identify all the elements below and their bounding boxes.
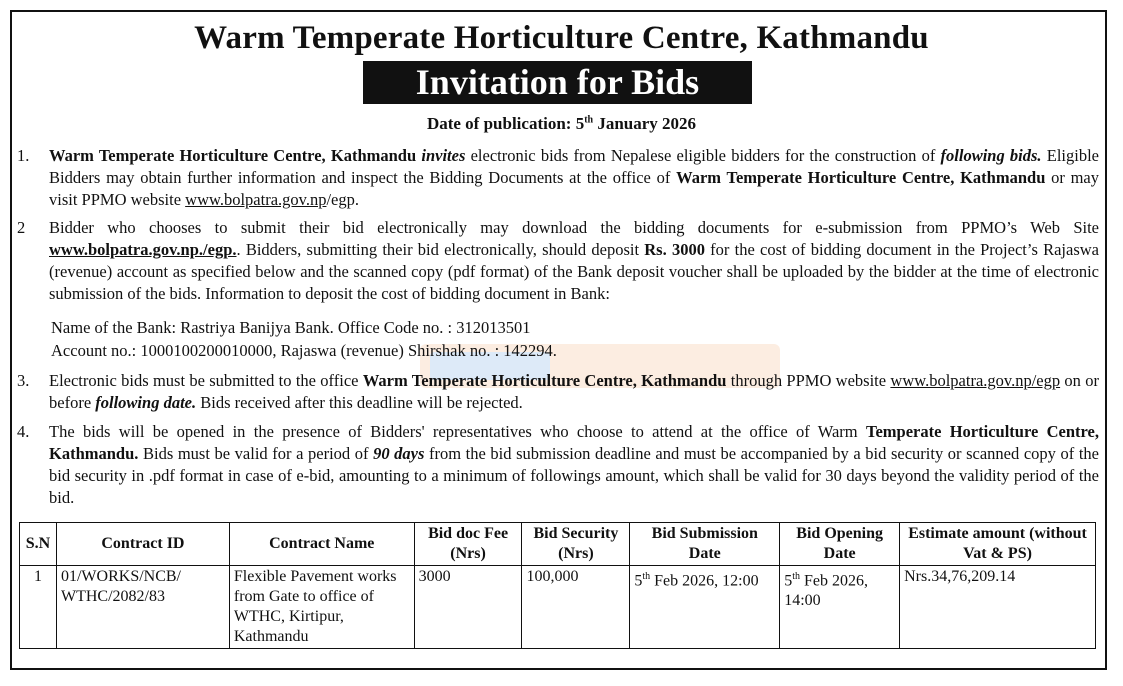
cell-contract-name: Flexible Pavement works from Gate to office of WTHC, Kirtipur, Kathmandu [229, 566, 414, 649]
paragraph-2: Bidder who chooses to submit their bid electronically may download the bidding documents for e-submission from PPMO’s Web Site www.bolpatra.gov.np./egp.. Bidders, submitting their bid electronically, should deposit Rs. 3000 for the cost of bidding document in the Project’s Rajaswa (revenue) account as specified below and the scanned copy (pdf format) of the Bank deposit voucher shall be uploaded by the bidder at the time of electronic submission of the bids. Information to deposit the cost of bidding document in Bank: [49, 218, 1099, 303]
header-bid-opening-date: Bid Opening Date [780, 523, 900, 566]
paragraph-2-number: 2 [17, 218, 26, 237]
paragraph-4-number: 4. [17, 422, 30, 441]
paragraph-1: Warm Temperate Horticulture Centre, Kathmandu invites electronic bids from Nepalese eligible bidders for the construction of following bids. Eligible Bidders may obtain further information and inspect the Bidding Documents at the office of Warm Temperate Horticulture Centre, Kathmandu or may visit PPMO website www.bolpatra.gov.np/egp. [49, 146, 1100, 209]
organization-title: Warm Temperate Horticulture Centre, Kathmandu [194, 20, 929, 56]
egp-link[interactable]: www.bolpatra.gov.np/egp [890, 371, 1061, 390]
cell-submission-date: 5th Feb 2026, 12:00 [630, 566, 780, 649]
publication-date: Date of publication: 5th January 2026 [426, 114, 697, 133]
cell-bid-doc-fee: 3000 [414, 566, 522, 649]
paragraph-4: The bids will be opened in the presence of Bidders' representatives who choose to attend at the office of Warm Temperate Horticulture Centre, Kathmandu. Bids must be valid for a period of 90 days from the bid submission deadline and must be accompanied by a bid security or scanned copy of the bid security in .pdf format in case of e-bid, amounting to a minimum of followings amount, which shall be valid for 30 days beyond the validity period of the bid. [49, 422, 1100, 507]
cell-sn: 1 [20, 566, 57, 649]
cell-estimate-amount: Nrs.34,76,209.14 [900, 566, 1096, 649]
header-bid-security: Bid Security (Nrs) [522, 523, 630, 566]
table-header-row [20, 523, 1096, 566]
contract-table [19, 522, 1096, 649]
bank-account-line: Account no.: 1000100200010000, Rajaswa (revenue) Shirshak no. : 142294. [51, 341, 557, 360]
header-sn: S.N [20, 523, 57, 566]
paragraph-1-number: 1. [17, 146, 30, 165]
invitation-banner: Invitation for Bids [363, 61, 752, 104]
bolpatra-link[interactable]: www.bolpatra.gov.np./egp. [49, 240, 237, 259]
header-contract-name: Contract Name [229, 523, 414, 566]
header-estimate-amount: Estimate amount (without Vat & PS) [900, 523, 1096, 566]
bank-name-line: Name of the Bank: Rastriya Banijya Bank. Office Code no. : 312013501 [51, 318, 531, 337]
paragraph-3: Electronic bids must be submitted to the office Warm Temperate Horticulture Centre, Kathmandu through PPMO website www.bolpatra.gov.np/egp on or before following date. Bids received after this deadline will be rejected. [49, 371, 1100, 412]
cell-opening-date: 5th Feb 2026, 14:00 [780, 566, 900, 649]
ppmo-link[interactable]: www.bolpatra.gov.np [185, 190, 327, 209]
paragraph-3-number: 3. [17, 371, 30, 390]
header-bid-submission-date: Bid Submission Date [630, 523, 780, 566]
cell-contract-id: 01/WORKS/NCB/ WTHC/2082/83 [56, 566, 229, 649]
table-row [20, 566, 1096, 649]
header-contract-id: Contract ID [56, 523, 229, 566]
header-bid-doc-fee: Bid doc Fee (Nrs) [414, 523, 522, 566]
cell-bid-security: 100,000 [522, 566, 630, 649]
